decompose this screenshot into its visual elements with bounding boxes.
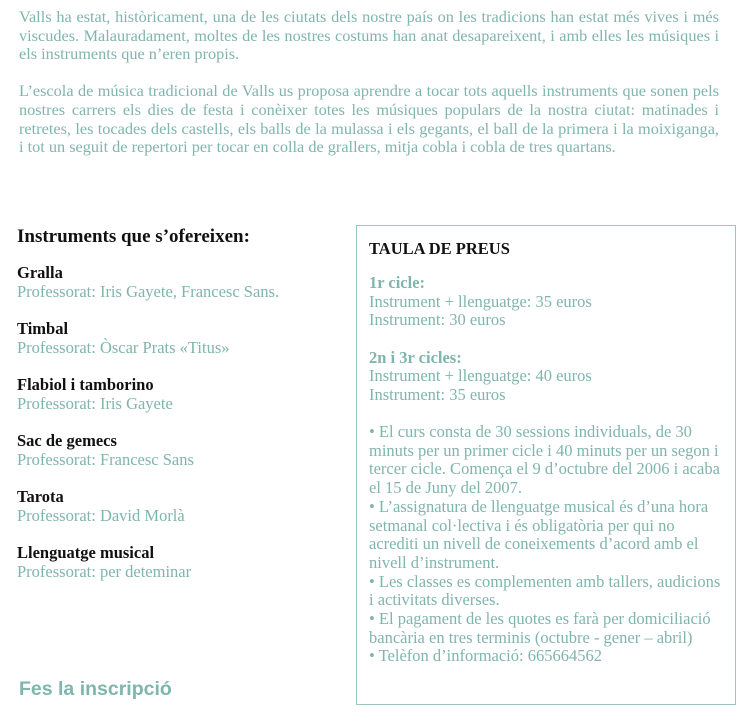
price-line: Instrument + llenguatge: 40 euros — [369, 366, 592, 385]
price-table-title: TAULA DE PREUS — [369, 239, 510, 258]
instrument-item — [17, 320, 337, 357]
cycle-title: 2n i 3r cicles: — [369, 347, 462, 367]
price-line: Instrument + llenguatge: 35 euros — [369, 291, 592, 311]
price-table — [356, 225, 736, 705]
instrument-teachers: Professorat: per deteminar — [17, 561, 192, 581]
instrument-item — [17, 264, 337, 301]
instrument-item — [17, 488, 337, 525]
instruments-title: Instruments que s’ofereixen: — [17, 226, 250, 247]
instrument-name: Sac de gemecs — [17, 431, 117, 450]
price-line: Instrument: 35 euros — [369, 384, 506, 404]
note-item: • L’assignatura de llenguatge musical és d’una hora setmanal col·lectiva i és obligatòria per qui no acrediti un nivell de coneixements d’acord amb el nivell d’instrument. — [369, 496, 709, 572]
instruments-section — [17, 226, 337, 600]
instrument-name: Timbal — [17, 319, 69, 338]
price-cycle-1 — [369, 274, 725, 330]
signup-link[interactable]: Fes la inscripció — [19, 678, 172, 700]
instrument-name: Tarota — [17, 487, 64, 506]
instrument-name: Flabiol i tamborino — [17, 375, 154, 394]
instrument-teachers: Professorat: Iris Gayete — [17, 393, 173, 413]
intro-paragraph-1: Valls ha estat, històricament, una de les ciutats dels nostre país on les tradicions han estat més vives i més viscudes. Malauradament, moltes de les nostres costums han anat desapareixent, i amb elles les músiques i els instruments que n’eren propis. — [19, 7, 719, 64]
instrument-teachers: Professorat: Òscar Prats «Titus» — [17, 337, 230, 357]
intro-paragraph-2: L’escola de música tradicional de Valls us proposa aprendre a tocar tots aquells instruments que sonen pels nostres carrers els dies de festa i conèixer totes les músiques populars de la nostra ciutat: matinades i retretes, les tocades dels castells, els balls de la mulassa i els gegants, el ball de la primera i la moixiganga, i tot un seguit de repertori per tocar en colla de grallers, mitja cobla i cobla de tres quartans. — [19, 81, 719, 157]
instrument-name: Llenguatge musical — [17, 543, 155, 562]
note-item: • El curs consta de 30 sessions individuals, de 30 minuts per un primer cicle i 40 minuts per un segon i tercer cicle. Comença el 9 d’octubre del 2006 i acaba el 15 de Juny del 2007. — [369, 422, 720, 498]
instrument-item — [17, 544, 337, 581]
note-item: • Telèfon d’informació: 665664562 — [369, 646, 602, 666]
price-line: Instrument: 30 euros — [369, 310, 506, 329]
price-cycle-2-3 — [369, 349, 725, 405]
instrument-name: Gralla — [17, 263, 63, 282]
price-notes — [369, 423, 725, 666]
instrument-item — [17, 376, 337, 413]
instrument-teachers: Professorat: Francesc Sans — [17, 449, 194, 469]
note-item: • El pagament de les quotes es farà per domiciliació bancària en tres terminis (octubre - gener – abril) — [369, 609, 711, 647]
instrument-item — [17, 432, 337, 469]
intro-text — [19, 8, 719, 157]
note-item: • Les classes es complementen amb tallers, audicions i activitats diverses. — [369, 571, 721, 610]
instrument-teachers: Professorat: Iris Gayete, Francesc Sans. — [17, 281, 280, 301]
cycle-title: 1r cicle: — [369, 273, 426, 292]
instrument-teachers: Professorat: David Morlà — [17, 505, 185, 525]
